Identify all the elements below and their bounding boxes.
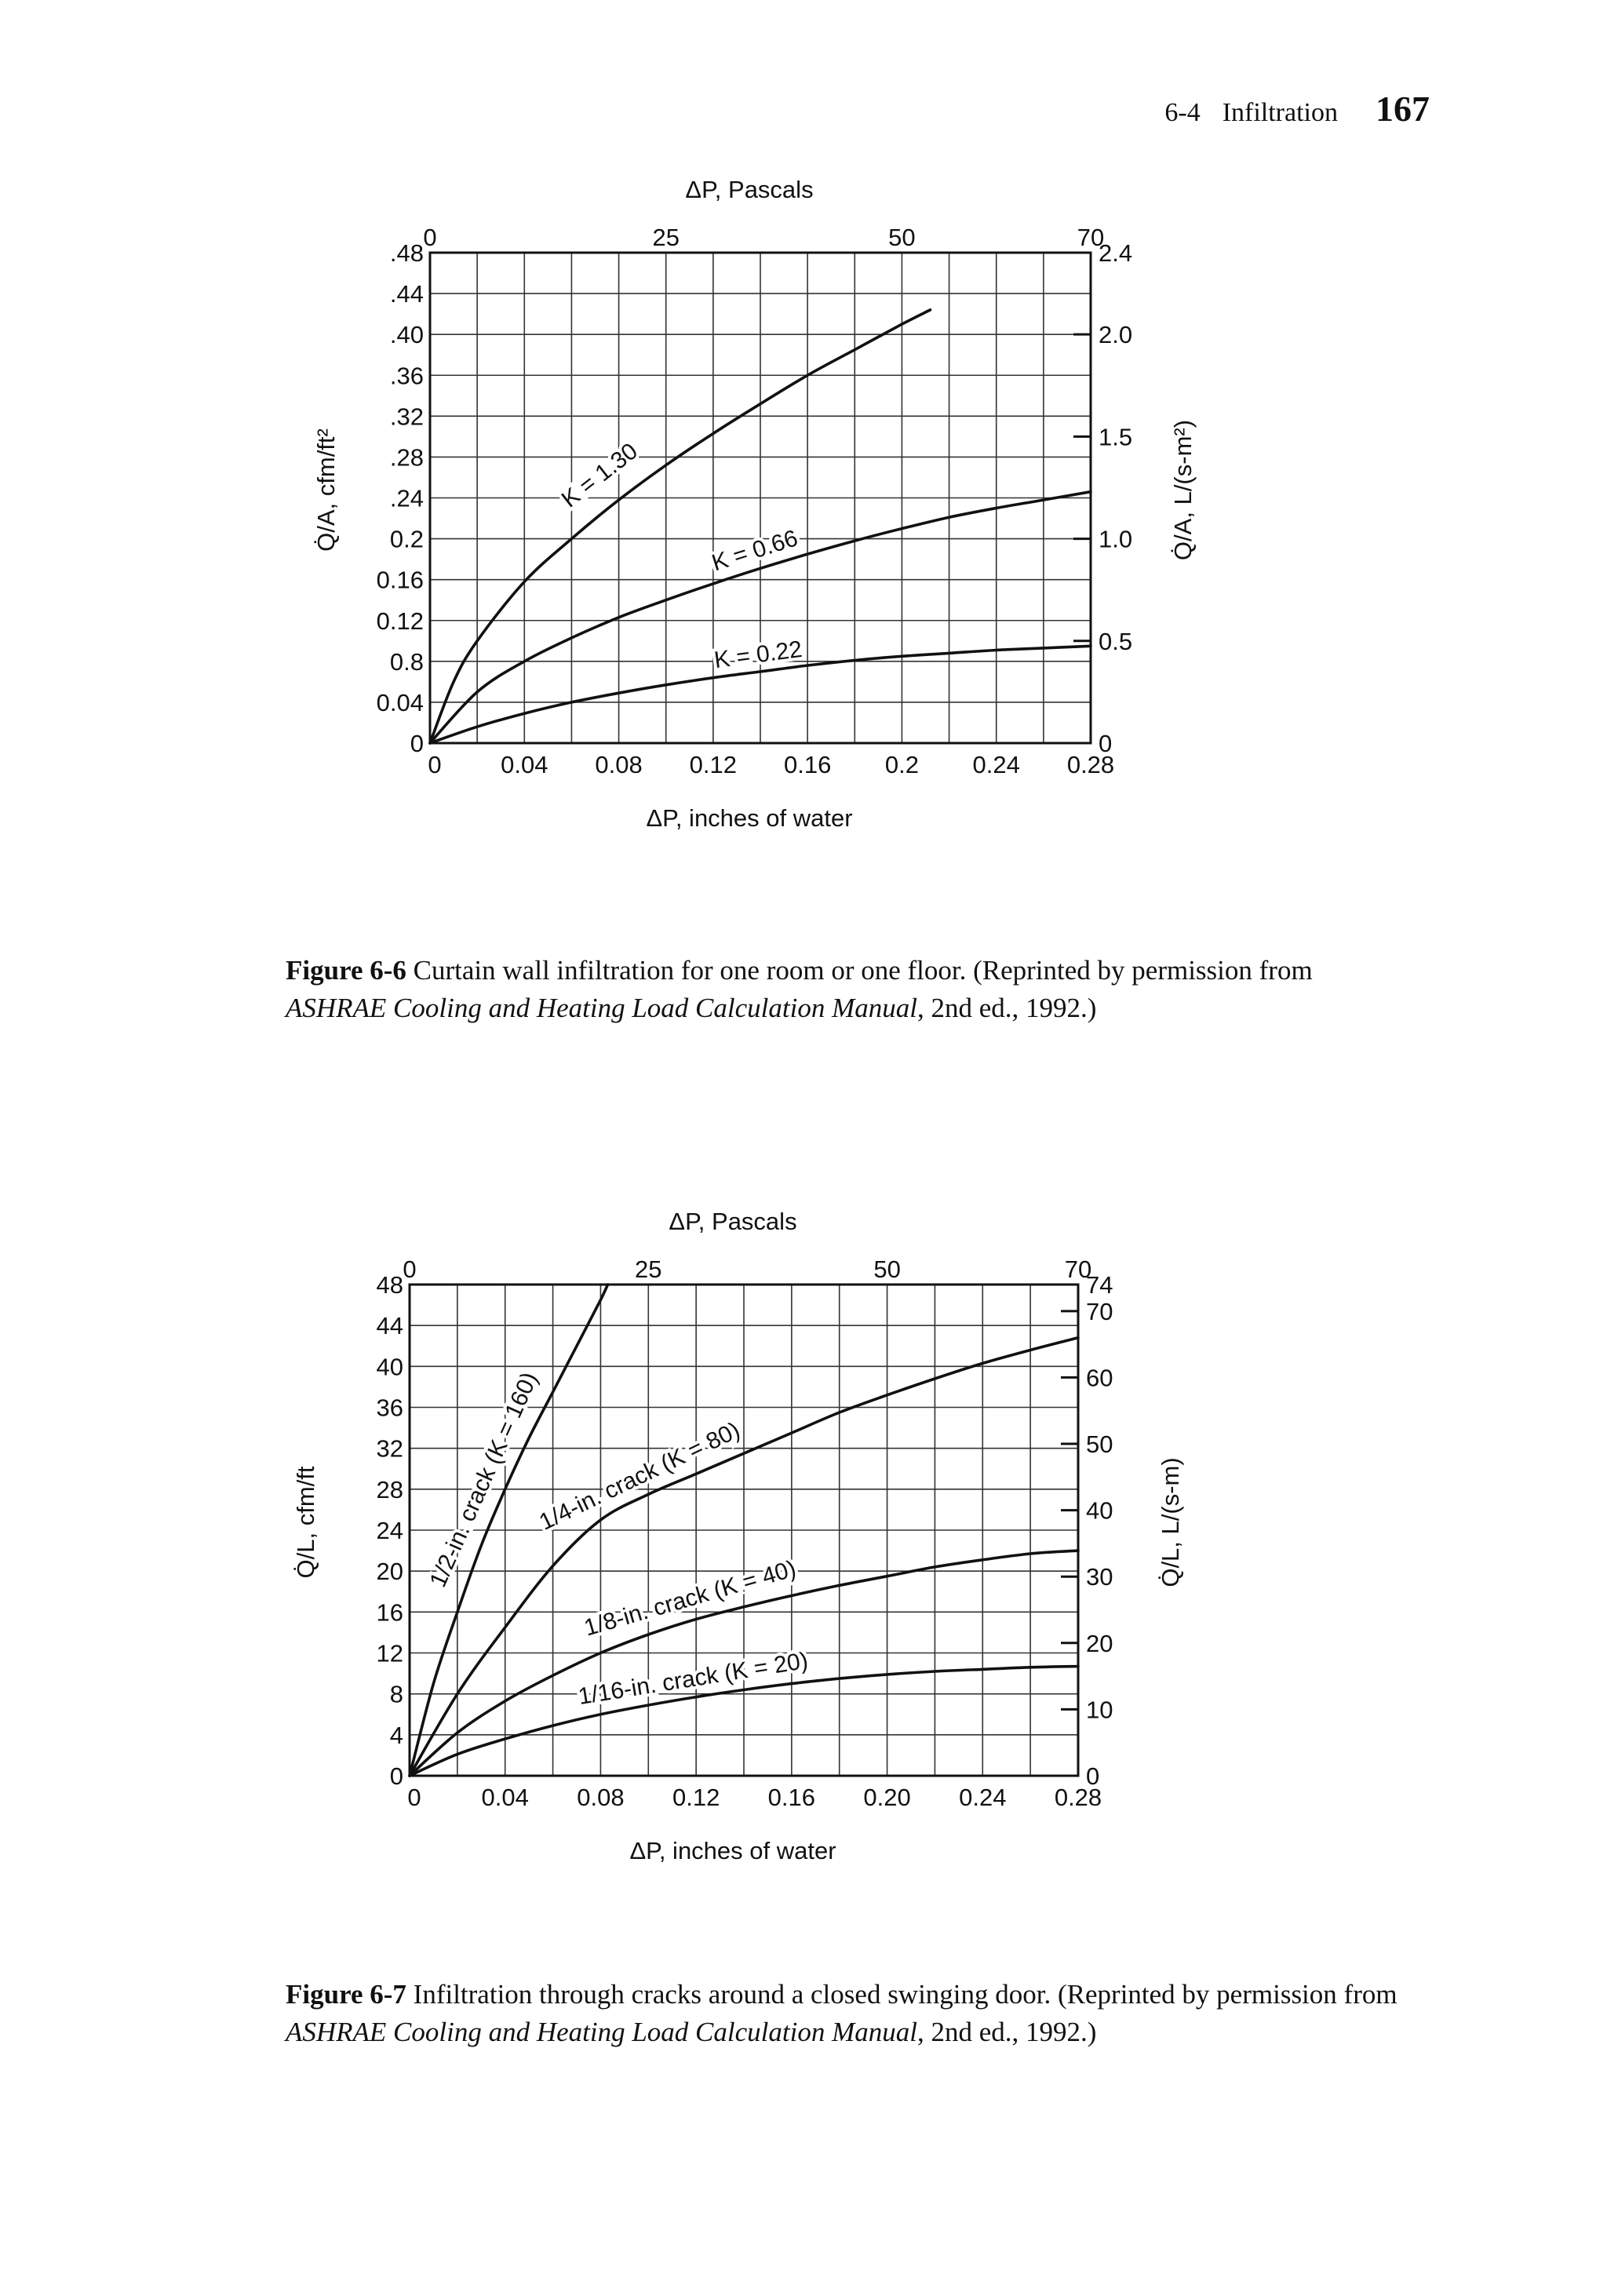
series-label: K = 0.22	[712, 636, 804, 674]
section-title: Infiltration	[1222, 98, 1338, 127]
y2-tick-label: 10	[1086, 1696, 1113, 1724]
figure-6-7-caption	[286, 1976, 1400, 2051]
y2-tick-label: 74	[1086, 1271, 1113, 1299]
x-tick-label: 0.2	[884, 751, 919, 778]
caption-label: Figure 6-6	[286, 955, 406, 986]
x-axis-title: ΔP, inches of water	[646, 804, 853, 832]
x-tick-label: 0.04	[481, 1784, 529, 1811]
x-axis-title: ΔP, inches of water	[629, 1837, 836, 1864]
y-tick-label: 20	[376, 1558, 403, 1586]
x2-tick-label: 0	[403, 1256, 417, 1283]
y2-tick-label: 1.0	[1099, 525, 1133, 553]
caption-source-tail: , 2nd ed., 1992.)	[916, 993, 1097, 1023]
figure-6-6-caption	[286, 952, 1400, 1027]
y-tick-label: 0	[410, 730, 424, 757]
x2-tick-label: 50	[888, 224, 916, 251]
y-tick-label: 48	[376, 1271, 403, 1299]
page-number: 167	[1376, 89, 1430, 129]
series-label: 1/4-in. crack (K = 80)	[535, 1416, 745, 1536]
series-label: K = 1.30	[556, 438, 643, 513]
y-tick-label: 28	[376, 1475, 403, 1503]
y-tick-label: 24	[376, 1517, 403, 1544]
y-tick-label: .40	[389, 321, 424, 349]
series-label-group	[581, 1556, 799, 1642]
y-tick-label: 36	[376, 1394, 403, 1422]
x2-axis-title: ΔP, Pascals	[669, 1208, 797, 1235]
x-tick-label: 0.16	[783, 751, 832, 778]
y2-tick-label: 0	[1086, 1762, 1100, 1790]
page-header	[1164, 88, 1430, 129]
series-label: K = 0.66	[709, 525, 801, 577]
y-tick-label: .32	[389, 403, 424, 431]
caption-text: Curtain wall infiltration for one room or one floor. (Reprinted by permission from	[413, 955, 1313, 986]
x-tick-label: 0	[407, 1784, 421, 1811]
figure-6-7-chart	[0, 1185, 1607, 1954]
x-tick-label: 0.16	[767, 1784, 816, 1811]
x2-tick-label: 25	[652, 224, 680, 251]
x-tick-label: 0.24	[959, 1784, 1007, 1811]
y-tick-label: 44	[376, 1312, 403, 1340]
y-tick-label: .48	[389, 239, 424, 267]
x2-tick-label: 70	[1064, 1256, 1092, 1283]
x2-tick-label: 50	[873, 1256, 901, 1283]
y2-tick-label: 60	[1086, 1364, 1113, 1392]
y-tick-label: 12	[376, 1639, 403, 1667]
figure-6-6-chart	[0, 157, 1607, 934]
x-tick-label: 0.20	[863, 1784, 911, 1811]
series-label: 1/16-in. crack (K = 20)	[576, 1647, 811, 1711]
series-label: 1/2-in. crack (K = 160)	[425, 1368, 544, 1591]
caption-source-tail: , 2nd ed., 1992.)	[916, 2017, 1097, 2047]
x-tick-label: 0.08	[577, 1784, 625, 1811]
y2-tick-label: 20	[1086, 1629, 1113, 1657]
y-tick-label: 0.8	[389, 647, 424, 676]
y2-tick-label: 0	[1099, 730, 1113, 757]
y2-tick-label: 2.4	[1099, 239, 1133, 267]
y-tick-label: 8	[389, 1680, 403, 1708]
x-tick-label: 0.12	[672, 1784, 720, 1811]
y-tick-label: .44	[389, 280, 424, 308]
series-label-group	[557, 438, 643, 512]
series-label-group	[577, 1648, 810, 1710]
y2-axis-title: Q̇/L, L/(s-m)	[1157, 1457, 1184, 1587]
y-tick-label: .36	[389, 362, 424, 390]
y-tick-label: 32	[376, 1434, 403, 1463]
series-label: 1/8-in. crack (K = 40)	[581, 1555, 800, 1642]
y-tick-label: 16	[376, 1598, 403, 1627]
series-label-group	[425, 1368, 543, 1591]
y-tick-label: .24	[389, 484, 424, 512]
caption-text: Infiltration through cracks around a closed swinging door. (Reprinted by permission from	[413, 1979, 1397, 2010]
y-tick-label: 0.16	[376, 566, 424, 594]
caption-label: Figure 6-7	[286, 1979, 406, 2010]
grid	[410, 1285, 1078, 1776]
section-number: 6-4	[1164, 98, 1201, 127]
y-tick-label: 0.12	[376, 607, 424, 635]
x2-tick-label: 0	[423, 224, 437, 251]
y2-tick-label: 2.0	[1099, 321, 1133, 349]
y2-axis-title: Q̇/A, L/(s-m²)	[1169, 419, 1197, 561]
y-tick-label: 40	[376, 1353, 403, 1381]
x2-tick-label: 25	[635, 1256, 662, 1283]
y-tick-label: 0.2	[389, 525, 424, 553]
y-tick-label: 4	[389, 1721, 403, 1749]
caption-source-title: ASHRAE Cooling and Heating Load Calculation Manual	[286, 993, 917, 1023]
series-label-group	[535, 1417, 744, 1536]
y2-tick-label: 50	[1086, 1430, 1113, 1459]
grid	[430, 253, 1091, 743]
caption-source-title: ASHRAE Cooling and Heating Load Calculation Manual	[286, 2017, 917, 2047]
x2-axis-title: ΔP, Pascals	[685, 176, 814, 203]
x-tick-label: 0.04	[501, 751, 548, 778]
x2-tick-label: 70	[1077, 224, 1105, 251]
x-tick-label: 0.28	[1066, 751, 1115, 778]
y-tick-label: .28	[389, 443, 424, 472]
x-tick-label: 0.08	[595, 751, 643, 778]
y2-tick-label: 40	[1086, 1496, 1113, 1525]
x-tick-label: 0	[428, 751, 442, 778]
y2-tick-label: 30	[1086, 1563, 1113, 1591]
x-tick-label: 0.12	[689, 751, 738, 778]
x-tick-label: 0.24	[972, 751, 1020, 778]
y-tick-label: 0.04	[376, 688, 424, 716]
y2-tick-label: 70	[1086, 1297, 1113, 1325]
y2-tick-label: 0.5	[1099, 627, 1133, 655]
x-tick-label: 0.28	[1054, 1784, 1102, 1811]
y-axis-title: Q̇/L, cfm/ft	[292, 1466, 319, 1579]
y2-tick-label: 1.5	[1099, 423, 1133, 451]
y-axis-title: Q̇/A, cfm/ft²	[312, 428, 340, 552]
y-tick-label: 0	[389, 1762, 403, 1790]
